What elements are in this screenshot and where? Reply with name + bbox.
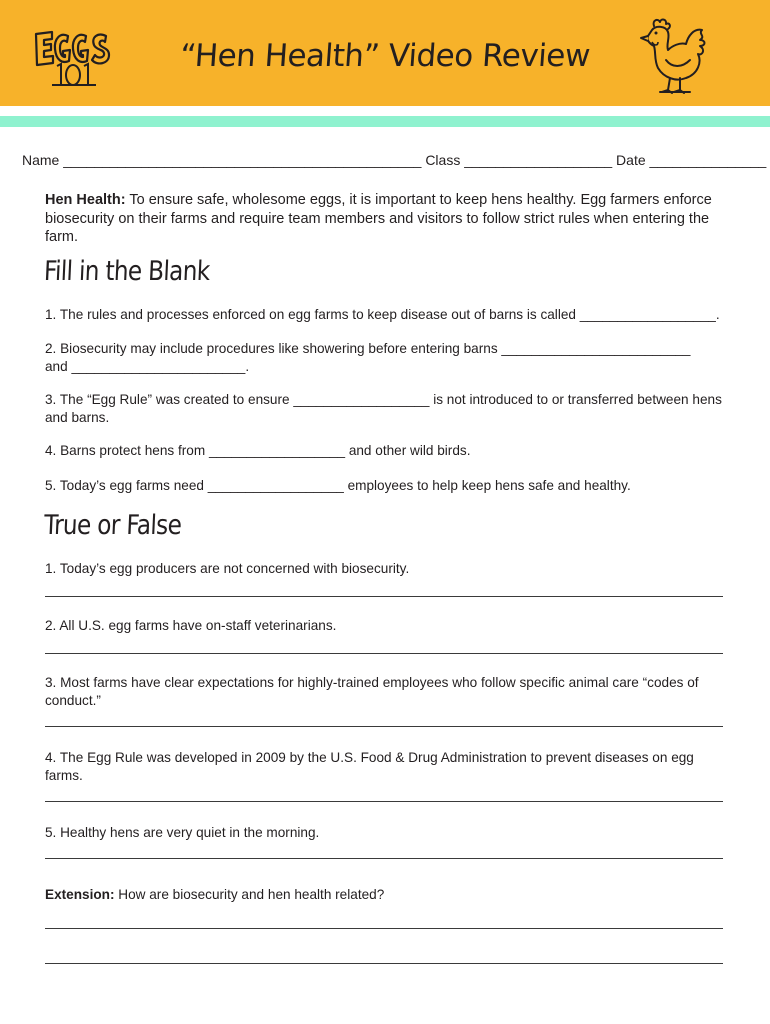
- class-label: Class: [425, 152, 461, 168]
- date-label: Date: [616, 152, 646, 168]
- answer-line[interactable]: [45, 963, 723, 964]
- answer-line[interactable]: [45, 726, 723, 727]
- extension-question: [45, 886, 735, 904]
- intro-text: To ensure safe, wholesome eggs, it is important to keep hens healthy. Egg farmers enforce biosecurity on their farms and require team members and visitors to follow strict rules when entering the farm.: [45, 192, 712, 245]
- intro-paragraph: [45, 191, 735, 247]
- fill-in-question[interactable]: 3. The “Egg Rule” was created to ensure __________________ is not introduced to or transferred between hens and barns.: [45, 392, 722, 425]
- extension-label: Extension:: [45, 887, 115, 902]
- true-false-question: 4. The Egg Rule was developed in 2009 by the U.S. Food & Drug Administration to prevent diseases on egg farms.: [45, 750, 694, 783]
- fill-in-heading: Fill in the Blank: [43, 256, 211, 287]
- student-info-line: [22, 152, 767, 168]
- eggs-101-logo: [30, 22, 120, 90]
- date-field[interactable]: _______________: [649, 152, 767, 168]
- header-divider: [0, 106, 770, 116]
- name-field[interactable]: ______________________________________________: [63, 152, 422, 168]
- true-false-heading: True or False: [43, 510, 182, 541]
- answer-line[interactable]: [45, 653, 723, 654]
- true-false-question: 5. Healthy hens are very quiet in the morning.: [45, 825, 320, 840]
- hen-icon: [636, 16, 714, 96]
- page-title: “Hen Health” Video Review: [178, 38, 592, 74]
- class-field[interactable]: ___________________: [464, 152, 613, 168]
- header-stripe: [0, 116, 770, 127]
- intro-label: Hen Health:: [45, 192, 126, 208]
- answer-line[interactable]: [45, 801, 723, 802]
- true-false-question: 1. Today’s egg producers are not concerned with biosecurity.: [45, 561, 410, 576]
- answer-line[interactable]: [45, 928, 723, 929]
- fill-in-question[interactable]: 5. Today’s egg farms need __________________ employees to help keep hens safe and healthy.: [45, 478, 631, 493]
- extension-text: How are biosecurity and hen health related?: [114, 887, 385, 902]
- answer-line[interactable]: [45, 858, 723, 859]
- fill-in-question[interactable]: 2. Biosecurity may include procedures like showering before entering barns _________________________ and _______________________.: [45, 341, 691, 374]
- fill-in-question[interactable]: 4. Barns protect hens from __________________ and other wild birds.: [45, 443, 471, 458]
- answer-line[interactable]: [45, 596, 723, 597]
- fill-in-question[interactable]: 1. The rules and processes enforced on egg farms to keep disease out of barns is called __________________.: [45, 307, 720, 322]
- true-false-question: 2. All U.S. egg farms have on-staff veterinarians.: [45, 618, 337, 633]
- name-label: Name: [22, 152, 60, 168]
- true-false-question: 3. Most farms have clear expectations for highly-trained employees who follow specific animal care “codes of conduct.”: [45, 675, 699, 708]
